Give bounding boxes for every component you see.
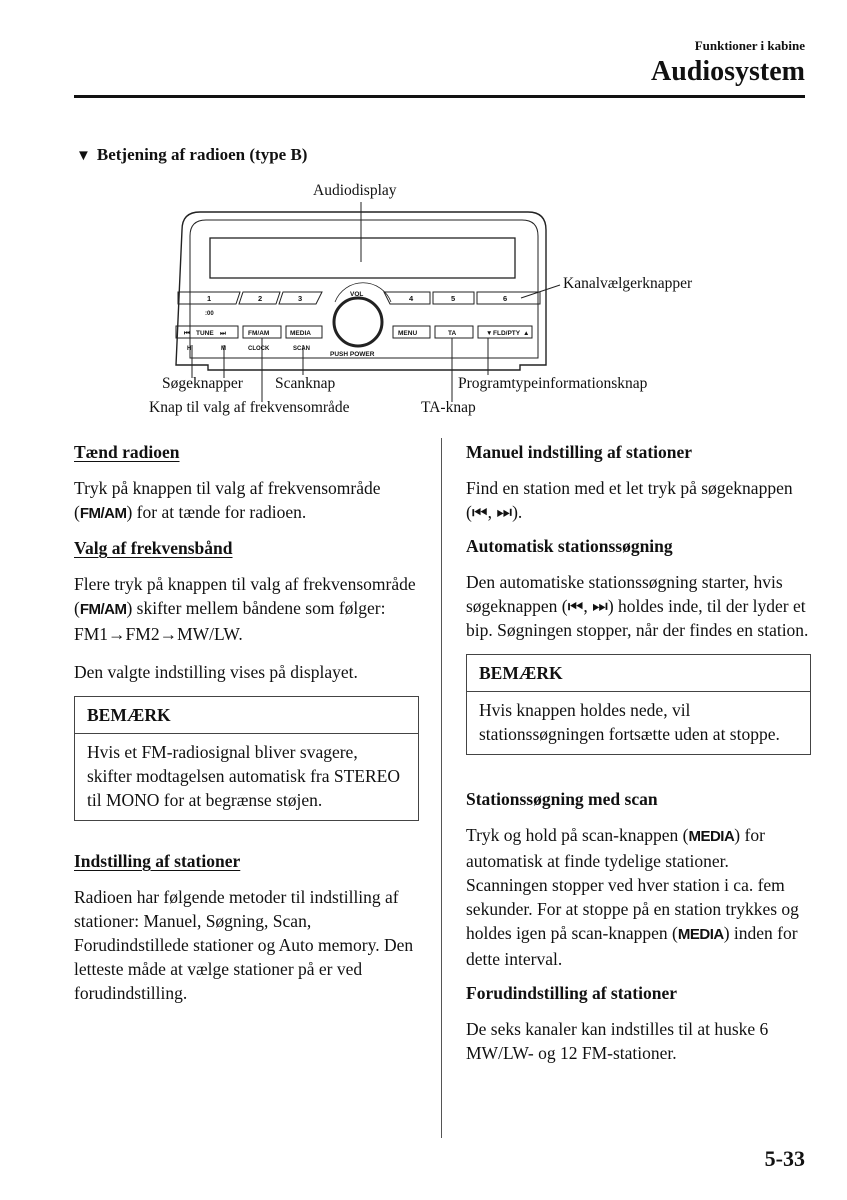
heading-station-tuning: Indstilling af stationer [74, 851, 241, 871]
label-ta-button: TA-knap [421, 399, 476, 416]
triangle-down-icon: ▼ [76, 148, 91, 164]
panel-h: H [187, 346, 192, 352]
panel-media: MEDIA [290, 330, 311, 337]
volume-knob [334, 298, 382, 346]
preset-button-4 [384, 292, 430, 304]
heading-band-select: Valg af frekvensbånd [74, 538, 233, 558]
right-column [466, 440, 811, 1075]
header-section: Funktioner i kabine [694, 38, 805, 53]
panel-scan: SCAN [293, 346, 311, 352]
note-heading: BEMÆRK [467, 655, 810, 692]
label-audiodisplay: Audiodisplay [313, 182, 397, 199]
panel-preset-6: 6 [503, 294, 508, 303]
left-column [74, 440, 419, 1015]
svg-text:▲: ▲ [523, 330, 530, 337]
svg-text:▼: ▼ [486, 330, 493, 337]
svg-text:⏮: ⏮ [184, 330, 190, 337]
text-manual-tuning: Find en station med et let tryk på søgeknappen (⏮, ⏭). [466, 478, 793, 522]
heading-scan: Stationssøgning med scan [466, 789, 658, 809]
text-auto-seek: Den automatiske stationssøgning starter, hvis søgeknappen (⏮, ⏭) holdes inde, til der lyder et bip. Søgningen stopper, når der findes en station. [466, 572, 809, 640]
label-seek-buttons: Søgeknapper [162, 375, 243, 392]
heading-auto-seek: Automatisk stationssøgning [466, 536, 673, 556]
panel-tune: TUNE [196, 330, 214, 337]
preset-button-6 [477, 292, 540, 304]
text-scan: Tryk og hold på scan-knappen (MEDIA) for automatisk at finde tydelige stationer. Scanningen stopper ved hver station i ca. fem sekunder. For at stoppe på en station trykkes og holdes igen på scan-knappen (MEDIA) inden for dette interval. [466, 825, 799, 969]
label-band-button: Knap til valg af frekvensområde [149, 399, 350, 416]
radio-panel-figure [0, 180, 847, 420]
panel-clock: CLOCK [248, 346, 270, 352]
header-rule [74, 95, 805, 98]
panel-vol: VOL [350, 291, 364, 298]
text-station-tuning: Radioen har følgende metoder til indstilling af stationer: Manuel, Søgning, Scan, Forudindstillede stationer og Auto memory. Den letteste måde at vælge stationer på er ved forudindstilling. [74, 887, 414, 1003]
note-box-left [74, 696, 419, 821]
section-title: ▼ Betjening af radioen (type B) [76, 145, 308, 164]
panel-menu: MENU [398, 330, 418, 337]
text-display-note: Den valgte indstilling vises på displayet. [74, 662, 358, 682]
text-band-select: Flere tryk på knappen til valg af frekvensområde (FM/AM) skifter mellem båndene som følger: FM1→FM2→MW/LW. [74, 574, 416, 644]
panel-preset-2: 2 [258, 294, 263, 303]
radio-diagram [0, 180, 847, 420]
panel-preset-3: 3 [298, 294, 303, 303]
label-scan-button: Scanknap [275, 375, 336, 392]
panel-fmam: FM/AM [248, 330, 270, 337]
column-divider [441, 438, 442, 1138]
heading-manual-tuning: Manuel indstilling af stationer [466, 442, 693, 462]
page-number: 5-33 [764, 1146, 805, 1171]
panel-preset-1: 1 [207, 294, 212, 303]
panel-preset-4: 4 [409, 294, 414, 303]
panel-m: M [221, 346, 226, 352]
panel-preset-5: 5 [451, 294, 456, 303]
note-box-right [466, 654, 811, 755]
panel-preset-1-sub: :00 [205, 311, 214, 317]
note-body: Hvis knappen holdes nede, vil stationssøgningen fortsætte uden at stoppe. [479, 700, 780, 744]
panel-push-power: PUSH POWER [330, 351, 375, 358]
text-presets: De seks kanaler kan indstilles til at huske 6 MW/LW- og 12 FM-stationer. [466, 1019, 769, 1063]
label-channel-buttons: Kanalvælgerknapper [563, 275, 693, 292]
page-title: Audiosystem [650, 56, 805, 87]
heading-presets: Forudindstilling af stationer [466, 983, 677, 1003]
note-heading: BEMÆRK [75, 697, 418, 734]
text-turn-on: Tryk på knappen til valg af frekvensområde (FM/AM) for at tænde for radioen. [74, 478, 381, 522]
panel-ta: TA [448, 330, 457, 337]
heading-turn-on: Tænd radioen [74, 442, 180, 462]
audio-display [210, 238, 515, 278]
panel-fldpty: FLD/PTY [493, 330, 521, 337]
label-pty-button: Programtypeinformationsknap [458, 375, 648, 392]
note-body: Hvis et FM-radiosignal bliver svagere, skifter modtagelsen automatisk fra STEREO til MONO for at begrænse støjen. [87, 742, 400, 810]
svg-text:⏭: ⏭ [220, 330, 226, 337]
